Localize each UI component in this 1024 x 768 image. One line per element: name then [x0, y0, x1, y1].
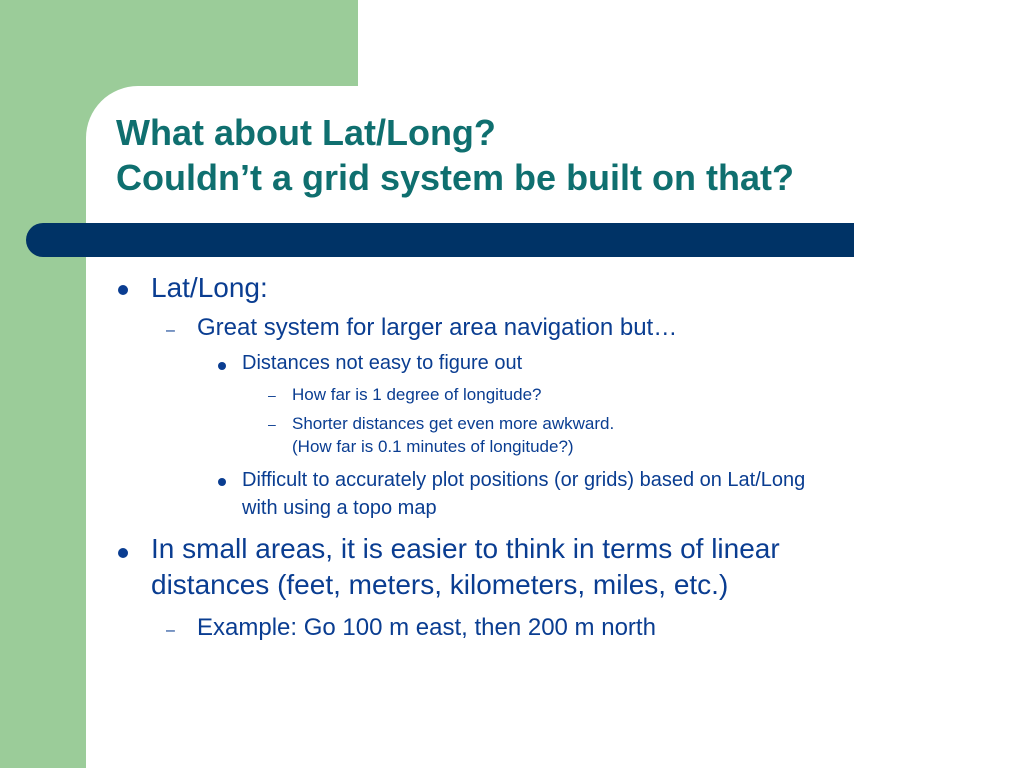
title-line-1: What about Lat/Long? [116, 112, 496, 153]
dash-icon: – [268, 416, 276, 432]
dash-icon: – [268, 387, 276, 403]
title-line-2: Couldn’t a grid system be built on that? [116, 157, 795, 198]
sub-bullet-shorter-distances-line-1: Shorter distances get even more awkward. [292, 414, 615, 433]
sub-bullet-how-far-degree: How far is 1 degree of longitude? [292, 385, 542, 404]
bullet-small-areas-line-2: distances (feet, meters, kilometers, miles, etc.) [151, 569, 729, 600]
bullet-dot-icon [218, 362, 226, 370]
sub-bullet-great-system: Great system for larger area navigation but… [197, 314, 678, 341]
bullet-lat-long: Lat/Long: [151, 272, 268, 303]
bullet-dot-icon [118, 285, 128, 295]
bullet-difficult-plot-line-1: Difficult to accurately plot positions (or grids) based on Lat/Long [242, 469, 806, 491]
sub-bullet-shorter-distances-line-2: (How far is 0.1 minutes of longitude?) [292, 437, 574, 456]
sub-bullet-example: Example: Go 100 m east, then 200 m north [197, 614, 656, 641]
bullet-difficult-plot-line-2: with using a topo map [242, 497, 437, 519]
bullet-small-areas-line-1: In small areas, it is easier to think in terms of linear [151, 533, 780, 564]
dash-icon: – [166, 322, 175, 339]
dash-icon: – [166, 622, 175, 639]
bullet-dot-icon [218, 478, 226, 486]
bullet-distances-not-easy: Distances not easy to figure out [242, 352, 523, 374]
bullet-dot-icon [118, 548, 128, 558]
